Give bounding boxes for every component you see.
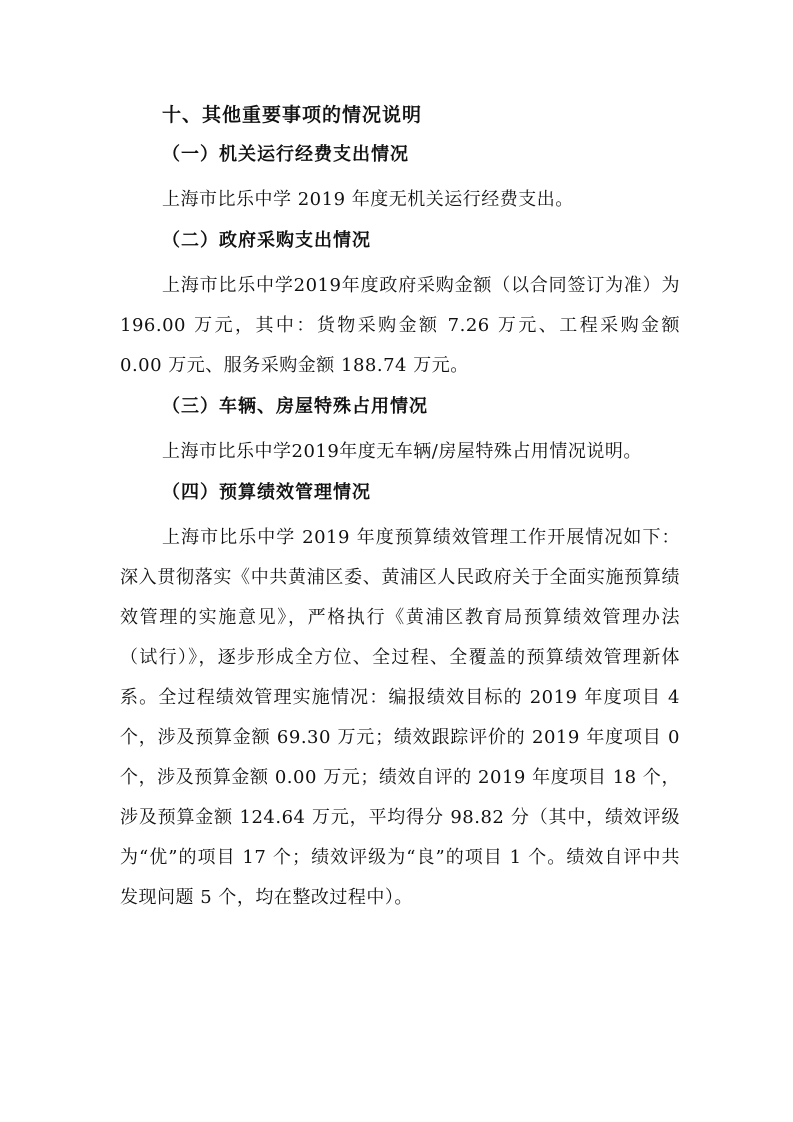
subsection-title-4: （四）预算绩效管理情况 bbox=[162, 482, 371, 503]
paragraph-4: 上海市比乐中学 2019 年度预算绩效管理工作开展情况如下：深入贯彻落实《中共黄浦区委、黄浦区人民政府关于全面实施预算绩效管理的实施意见》，严格执行《黄浦区教育局预算绩效管理办法（试行）》，逐步形成全方位、全过程、全覆盖的预算绩效管理新体系。全过程绩效管理实施情况：编报绩效目标的 2019 年度项目 4 个，涉及预算金额 69.30 万元；绩效跟踪评价的 2019 年度项目 0 个，涉及预算金额 0.00 万元；绩效自评的 2019 年度项目 18 个，涉及预算金额 124.64 万元，平均得分 98.82 分（其中，绩效评级为“优”的项目 17 个；绩效评级为“良”的项目 1 个。绩效自评中共发现问题 5 个，均在整改过程中）。 bbox=[120, 527, 680, 908]
subsection-title-3: （三）车辆、房屋特殊占用情况 bbox=[162, 396, 428, 417]
subsection-title-1: （一）机关运行经费支出情况 bbox=[162, 144, 409, 165]
paragraph-1: 上海市比乐中学 2019 年度无机关运行经费支出。 bbox=[162, 189, 574, 210]
document-body bbox=[120, 100, 680, 924]
section-title: 十、其他重要事项的情况说明 bbox=[162, 104, 423, 126]
subsection-title-2: （二）政府采购支出情况 bbox=[162, 230, 371, 251]
paragraph-3: 上海市比乐中学2019年度无车辆/房屋特殊占用情况说明。 bbox=[162, 441, 642, 462]
paragraph-2: 上海市比乐中学2019年度政府采购金额（以合同签订为准）为 196.00 万元，其中：货物采购金额 7.26 万元、工程采购金额 0.00 万元、服务采购金额 188.74 万元。 bbox=[120, 275, 680, 376]
